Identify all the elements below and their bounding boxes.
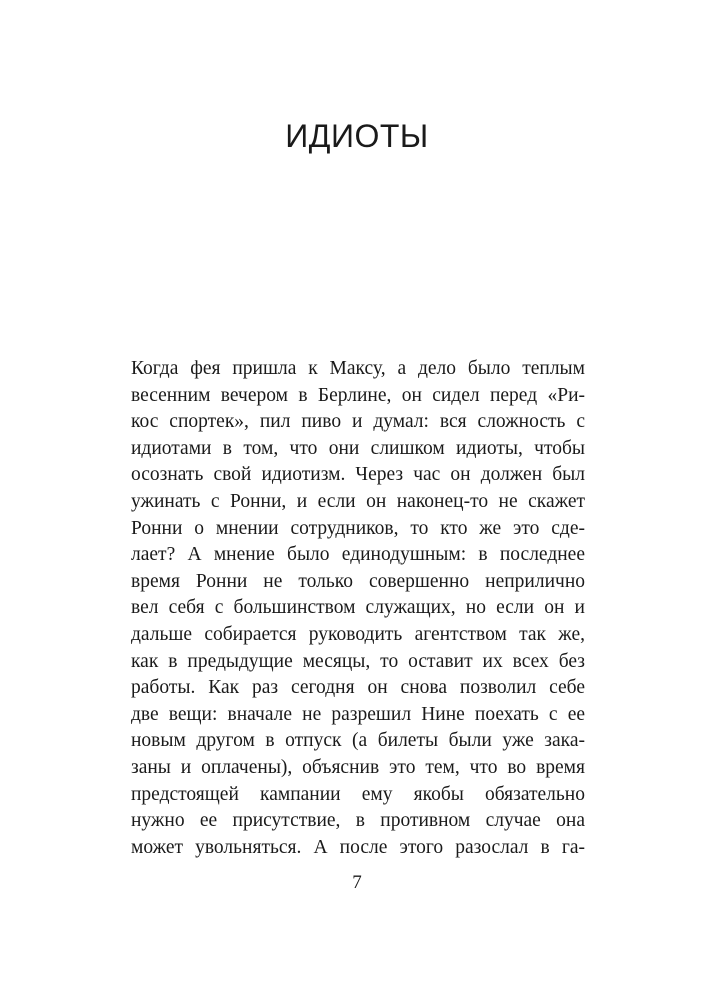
text-line: осознать свой идиотизм. Через час он должен был	[131, 464, 585, 486]
text-line: лает? А мнение было единодушным: в последнее	[131, 544, 585, 566]
body-text	[131, 356, 585, 861]
text-line: время Ронни не только совершенно неприлично	[131, 570, 585, 592]
text-line: весенним вечером в Берлине, он сидел перед «Ри-	[131, 384, 585, 406]
text-line: кос спортек», пил пиво и думал: вся сложность с	[131, 411, 585, 433]
text-line: предстоящей кампании ему якобы обязательно	[131, 783, 585, 805]
text-line: как в предыдущие месяцы, то оставит их всех без	[131, 650, 585, 672]
text-line: может увольняться. А после этого разослал в га-	[131, 836, 585, 858]
text-line: новым другом в отпуск (а билеты были уже зака-	[131, 730, 585, 752]
text-line: нужно ее присутствие, в противном случае она	[131, 810, 585, 832]
page-number: 7	[352, 872, 362, 893]
text-line: ужинать с Ронни, и если он наконец-то не скажет	[131, 490, 585, 512]
text-line: Когда фея пришла к Максу, а дело было теплым	[131, 358, 585, 379]
text-line: работы. Как раз сегодня он снова позволил себе	[131, 677, 585, 699]
text-line: вел себя с большинством служащих, но если он и	[131, 597, 585, 619]
text-line: идиотами в том, что они слишком идиоты, чтобы	[131, 437, 585, 459]
chapter-title: ИДИОТЫ	[285, 118, 429, 154]
text-line: две вещи: вначале не разрешил Нине поехать с ее	[131, 703, 585, 725]
text-line: заны и оплачены), объяснив это тем, что во время	[131, 756, 585, 778]
text-line: Ронни о мнении сотрудников, то кто же это сде-	[131, 517, 585, 539]
text-line: дальше собирается руководить агентством так же,	[131, 623, 585, 645]
